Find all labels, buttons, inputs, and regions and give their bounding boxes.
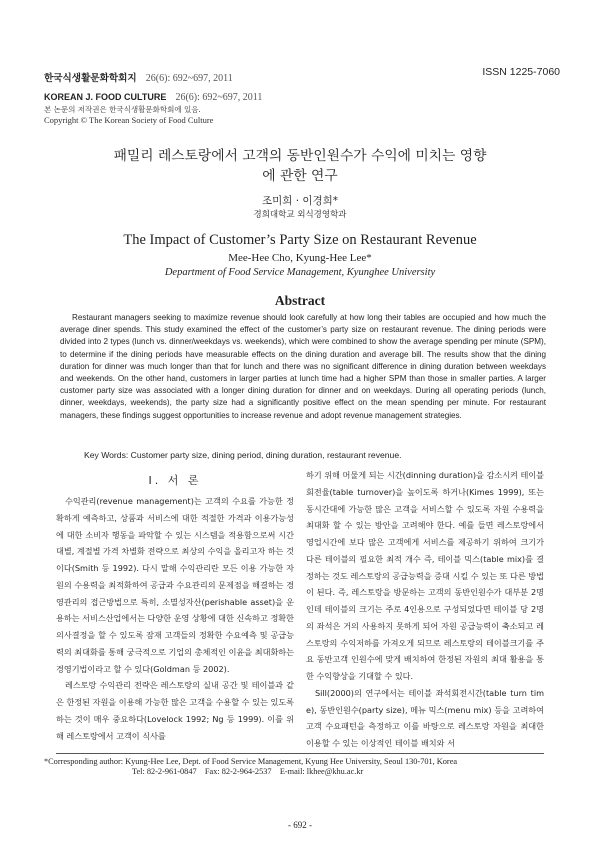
copyright: Copyright © The Korean Society of Food Culture (44, 115, 214, 125)
footnote-contact: Tel: 82-2-961-0847 Fax: 82-2-964-2537 E-mail: lkhee@khu.ac.kr (132, 767, 364, 776)
issn: ISSN 1225-7060 (482, 66, 560, 78)
keywords: Key Words: Customer party size, dining period, dining duration, restaurant revenue. (84, 450, 402, 460)
title-korean-text: 패밀리 레스토랑에서 고객의 동반인원수가 수익에 미치는 영향에 관한 연구 (113, 148, 487, 184)
section-heading: I. 서 론 (148, 474, 202, 487)
affiliation-english: Department of Food Service Management, Kyunghee University (164, 267, 436, 278)
footnote-divider (56, 753, 544, 754)
left-paragraph-1: 수익관리(revenue management)는 고객의 수요를 가능한 정확하게 예측하고, 상품과 서비스에 대한 적절한 가격과 이용가능성에 대한 소비자 행동을 파악할 수 있는 시스템을 적용함으로써 시간대별, 계절별 가격 차별화 전략으로 최상의 수익을 올리고자 하는 것이다(Smith 등 1992). 다시 말해 수익관리란 모든 이용 가능한 자원의 수용력을 최적화하여 공급과 수요관리의 문제점을 해결하는 경영관리의 접근방법으로 특히, 소멸성자산(perishable asset)을 운용하는 서비스산업에서는 다양한 운영 상황에 대한 신속하고 정확한 의사결정을 할 수 있도록 잠재 고객들의 정확한 수요예측 및 공급능력의 최대화를 통해 궁극적으로 기업의 총체적인 이윤을 최대화하는 경영기법이라고 할 수 있다(Goldman 등 2002). (56, 496, 294, 674)
volume-ko: 26(6): 692~697, 2011 (145, 73, 233, 84)
right-paragraph-2: Sill(2000)의 연구에서는 테이블 좌석회전시간(table turn time), 동반인원수(party size), 메뉴 믹스(menu mix) 등을 고려하여 고객 수요패턴을 측정하고 이를 바탕으로 레스토랑 자원을 최대한 이용할 수 있는 이상적인 테이블 배치와 서 (306, 687, 544, 748)
title-english: The Impact of Customer’s Party Size on Restaurant Revenue (123, 232, 477, 248)
affiliation-korean: 경희대학교 외식경영학과 (253, 210, 347, 220)
journal-name-en-line (44, 85, 560, 104)
authors-korean: 조미희 · 이경희* (261, 195, 339, 207)
abstract-body: Restaurant managers seeking to maximize revenue should look carefully at how long their tables are occupied and how much the average diner spends. This study examined the effect of the customer’s party size on restaurant revenue. The dining periods were divided into 2 types (lunch vs. dinner/weekdays vs. weekends), which were combined to show the average spending per minute (SPM), to determine if the dining periods have measurable effects on the dining duration and average bill. The results show that the dining duration for dinner was much longer than that for lunch and there was no significant difference in dining duration between weekdays and weekends. On the other hand, customers in larger parties at lunch time had a higher SPM than those in smaller parties. A larger customer party size was associated with a longer dining duration for dinner and on weekdays. During all operating periods (lunch, dinner, weekdays, weekends), the party size had a significantly positive effect on the mean spending per minute. For restaurant managers, these findings suggest opportunities to increase revenue and adopt revenue management strategies. (60, 313, 546, 420)
right-paragraph-1: 하기 위해 머물게 되는 시간(dinning duration)을 감소시켜 테이블 회전율(table turnover)을 높이도록 하거나(Kimes 1999), 또는 동시간대에 가능한 많은 고객을 서비스할 수 있도록 자원 수용력을 최대화 할 수 있는 방안을 고려해야 한다. 예를 들면 레스토랑에서 영업시간에 보다 많은 고객에게 서비스를 제공하기 위하여 크기가 다른 테이블의 필요한 최적 개수 즉, 테이블 믹스(table mix)를 결정하는 것도 레스토랑의 공급능력을 증대 시킬 수 있는 또 다른 방법이 된다. 즉, 레스토랑을 방문하는 고객의 동반인원수가 대부분 2명인데 테이블의 크기는 주로 4인용으로 구성되었다면 테이블 당 2명의 좌석은 거의 사용하지 못하게 되어 자원 공급능력이 축소되고 레스토랑의 수익저하를 가져오게 되므로 레스토랑의 테이블크기를 주요 동반고객 인원수에 맞게 배치하여 한정된 자원의 최대 활용을 통한 수익향상을 기대할 수 있다. (306, 470, 545, 681)
footnote-corresponding: *Corresponding author: Kyung-Hee Lee, Dept. of Food Service Management, Kyung Hee University, Seoul 130-701, Korea (44, 757, 458, 766)
page-number: - 692 - (288, 820, 312, 830)
journal-name-ko: 한국식생활문화학회지 (44, 73, 137, 84)
volume-en: 26(6): 692~697, 2011 (175, 92, 263, 103)
journal-header (44, 66, 560, 140)
abstract-heading: Abstract (274, 293, 326, 308)
left-column (56, 467, 294, 744)
right-column (306, 467, 544, 752)
title-korean (40, 146, 560, 186)
journal-name-en: KOREAN J. FOOD CULTURE (44, 92, 167, 102)
left-paragraph-2: 레스토랑 수익관리 전략은 레스토랑의 실내 공간 및 테이블과 같은 한정된 자원을 이용해 가능한 많은 고객을 수용할 수 있는 있도록 하는 것이 매우 중요하다(Lovelock 1992; Ng 등 1999). 이를 위해 레스토랑에서 고객이 식사를 (56, 680, 294, 741)
copyright-notice: 본 논문의 저작권은 한국식생활문화학회에 있음. (44, 105, 201, 114)
authors-english: Mee-Hee Cho, Kyung-Hee Lee* (228, 252, 372, 264)
